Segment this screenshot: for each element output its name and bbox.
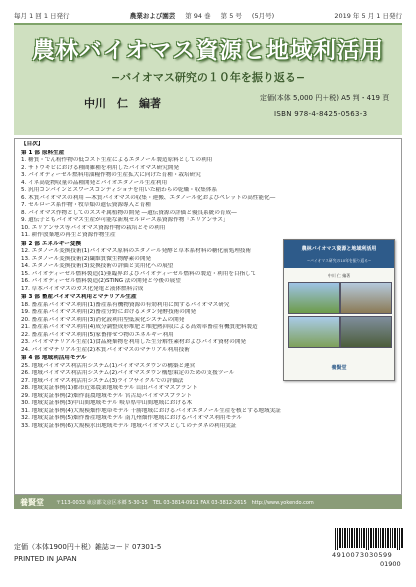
toc-item: 29. 地域実証事例(2)畑作混農地域モデル 宮古島バイオマスプラント (21, 392, 192, 399)
toc-item: 26. 地域バイオマス利活用システム(2)バイオマスタウン構想策定のための支援ツール (21, 370, 235, 376)
book-author: 中川 仁 編著 (84, 97, 161, 110)
table-of-contents (14, 138, 402, 495)
toc-item: 4. イネ高乾物収量の品種開発とバイオエタノール生産利用 (21, 179, 168, 186)
issue-number: 第 5 号 (220, 11, 242, 20)
toc-item: 32. 地域実証事例(5)畑作畜産地域モデル 南九州畑作地域におけるバイオマス利用モデル (21, 415, 243, 421)
printed-in: PRINTED IN JAPAN (14, 555, 77, 563)
cover-title: 農林バイオマス資源と地域利活用 (301, 246, 377, 252)
journal-info (130, 11, 274, 20)
toc-item: 20. 畜産系バイオマス利用(3)消化液利用型低炭化システムの開発 (21, 316, 185, 323)
publisher-address: 〒113-0033 東京都文京区本郷 5-30-15 TEL 03-3814-0911 FAX 03-3812-2615 http://www.yokendo.com (56, 499, 314, 506)
magazine-price: 定価（本体1900円＋税）雑誌コード 07301-5 (14, 543, 162, 551)
toc-item: 1. 糖質・でん粉作物の低コスト生産によるエタノール製造原料としての利用 (21, 157, 213, 163)
toc-item: 21. 畜産系バイオマス利用(4)成分調整成形堆肥と堆肥熱回収による高効率畜産有機質肥料製造 (21, 324, 258, 330)
toc-item: 13. エタノール変換技術(2)繊維質微生物酵素の開発 (21, 255, 152, 262)
toc-item: 10. エリアンサス等バイオマス資源作物の栽培とその利用 (21, 224, 166, 231)
toc-item: 16. バイオディーゼル燃料製造(2)STING 法の開発と今後の展望 (21, 278, 181, 284)
toc-heading: 【目次】 (21, 141, 44, 147)
imprint-block (14, 542, 161, 566)
book-header (14, 23, 402, 135)
cover-photo-3 (288, 316, 340, 348)
toc-item: 23. バイオマテリアル生産(1)食品廃棄物を利用した生分解性素材およびバイオ資材の開発 (21, 339, 247, 345)
journal-name: 農業および園芸 (129, 11, 176, 20)
book-title: 農林バイオマス資源と地域利活用 (32, 38, 384, 64)
toc-item: 7. セルロース系作物・牧草類の遺伝資源導入と育種 (21, 202, 151, 208)
toc-part: 第 1 部 原料生産 (21, 149, 65, 156)
toc-item: 6. 木質バイオマスの利用 ―木質バイオマスの収集・運搬、エタノール化およびペレットの高性能化― (21, 194, 276, 201)
toc-item: 33. 地域実証事例(6)大規模水田地域モデル 地域バイオマスとしてのナタネの利用実証 (21, 422, 237, 429)
toc-item: 24. バイオマテリアル生産(2)木質バイオマスのマテリアル利用技術 (21, 346, 190, 353)
toc-part: 第 3 部 畜産バイオマス利用とマテリアル生産 (21, 294, 137, 300)
toc-item: 31. 地域実証事例(4)大規模畑作地帯モデル 十勝地域におけるバイオエタノール生産を核とする地域実証 (21, 407, 281, 414)
toc-item: 9. 遺伝子ともバイオマス生産が可能な新規セルロース系資源作物「エリアンサス」 (21, 217, 229, 223)
volume-number: 第 94 巻 (185, 11, 211, 20)
issue-frequency: 毎月 1 回 1 日発行 (14, 11, 70, 20)
toc-item: 11. 耕作放棄地の再生と資源作物生産 (21, 232, 116, 238)
book-isbn: ISBN 978-4-8425-0563-3 (274, 110, 368, 118)
toc-item: 15. バイオディーゼル燃料製造(1)亜臨界およびバイオディーゼル燃料の製造・利用を目指して (21, 270, 257, 277)
toc-part: 第 2 部 エネルギー変換 (21, 240, 82, 247)
book-cover-image (283, 239, 395, 381)
publisher-footer (14, 495, 402, 509)
issue-month: (5月号) (251, 11, 275, 20)
barcode-icon (334, 528, 404, 550)
publisher-logo: 養賢堂 (20, 497, 44, 507)
issue-info-strip (14, 8, 402, 22)
cover-subtitle: −バイオマス研究の10年を振り返る− (306, 258, 372, 263)
toc-item: 18. 畜産系バイオマス利用(1)畜産系有機物資源の有効利用に関するバイオマス研究 (21, 301, 230, 308)
toc-item: 5. 汎用コンバインとスワースコンディショナを用いた稲わらの乾燥・収集体系 (21, 187, 218, 193)
book-subtitle: −バイオマス研究の１０年を振り返る− (110, 71, 306, 84)
barcode-number: 4910073030599 (332, 551, 393, 559)
toc-part: 第 4 部 地域利活用モデル (21, 355, 87, 361)
barcode-addon-number: 01900 (380, 560, 401, 568)
cover-photo-4 (340, 316, 392, 348)
toc-list (21, 141, 281, 430)
toc-item: 12. エタノール変換技術(1)バイオマス原料のエタノール発酵と草本系材料の糖化前処理技術 (21, 248, 252, 254)
cover-publisher: 養賢堂 (331, 365, 347, 371)
toc-item: 19. 畜産系バイオマス利用(2)畜産分野におけるメタン発酵技術の開発 (21, 309, 197, 315)
book-price: 定価(本体 5,000 円＋税) A5 判・419 頁 (260, 94, 390, 102)
toc-item: 22. 畜産系バイオマス利用(5)家畜排せつ物のエネルギー利用 (21, 331, 174, 338)
issue-date: 2019 年 5 月 1 日発行 (334, 11, 402, 20)
toc-item: 17. 草本バイオマスのガス化発電と液体燃料合成 (21, 285, 144, 292)
toc-item: 3. バイオディーゼル燃料用油糧作物の生産拡大に向けた育種・栽培研究 (21, 172, 201, 178)
toc-item: 2. サトウキビにおける種間雑種を利用したバイオマス研究開発 (21, 164, 179, 171)
toc-item: 30. 地域実証事例(3)中山間地域モデル 岐阜県中山間地域における木 (21, 400, 193, 406)
toc-item: 25. 地域バイオマス利活用システム(1)バイオマスタウンの構築と運営 (21, 362, 196, 369)
toc-item: 14. エタノール変換技術(3)変換技術の評価と実用化への展望 (21, 263, 174, 269)
cover-author: 中川 仁 編著 (327, 273, 351, 278)
toc-item: 28. 地域実証事例(1)都市近郊農業地域モデル 山田バイオマスプラント (21, 385, 198, 391)
cover-photo-2 (340, 282, 392, 314)
toc-item: 27. 地域バイオマス利活用システム(3)ライフサイクルでの評価法 (21, 377, 184, 384)
toc-item: 8. バイオマス作物としてのススキ属植物の開発 ―遺伝資源の評価と優良系統の育成― (21, 209, 237, 216)
cover-photo-1 (288, 282, 340, 314)
